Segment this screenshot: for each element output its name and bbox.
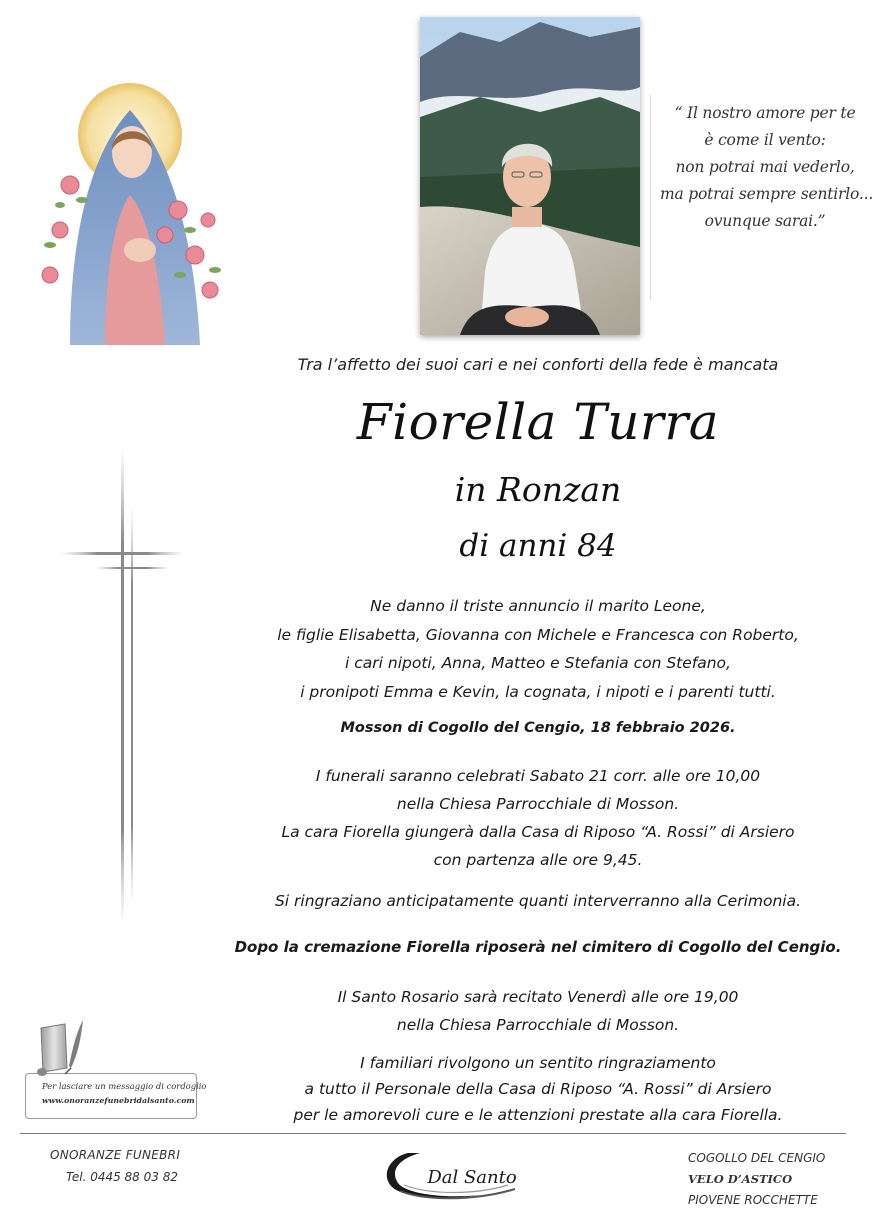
rosary-line: Il Santo Rosario sarà recitato Venerdì alle ore 19,00 [337,988,739,1006]
deceased-photo [420,17,640,335]
announcement-line: i pronipoti Emma e Kevin, la cognata, i nipoti e i parenti tutti. [300,682,776,701]
quill-scroll-icon [35,1016,95,1082]
condolence-label: Per lasciare un messaggio di cordoglio [42,1081,207,1091]
married-name: in Ronzan [454,470,622,509]
condolence-website-link[interactable]: www.onoranzefunebridalsanto.com [42,1096,195,1105]
company-name: ONORANZE FUNEBRI [50,1148,181,1162]
rosary-line: nella Chiesa Parrocchiale di Mosson. [396,1016,680,1034]
funeral-line: La cara Fiorella giungerà dalla Casa di Riposo “A. Rossi” di Arsiero [281,823,795,841]
place-date: Mosson di Cogollo del Cengio, 18 febbraio 2026. [340,720,736,736]
rosary-info [200,983,876,1039]
quote-divider [650,95,651,300]
funeral-line: I funerali saranno celebrati Sabato 21 corr. alle ore 10,00 [315,767,761,785]
family-thanks [200,1050,876,1128]
quote-line: ovunque sarai.” [704,212,826,230]
announcement-line: le figlie Elisabetta, Giovanna con Michele e Francesca con Roberto, [277,625,799,644]
funeral-line: con partenza alle ore 9,45. [433,851,643,869]
age: di anni 84 [459,528,617,564]
announcement-line: Ne danno il triste annuncio il marito Leone, [370,597,706,615]
quote-line: “ Il nostro amore per te [674,104,856,122]
deceased-name: Fiorella Turra [356,393,720,451]
thanks-text: Si ringraziano anticipatamente quanti interverranno alla Cerimonia. [274,892,802,910]
location-item: COGOLLO DEL CENGIO [688,1151,826,1165]
location-item: VELO D’ASTICO [688,1172,793,1186]
logo-text: Dal Santo [427,1167,517,1188]
family-thanks-line: a tutto il Personale della Casa di Riposo “A. Rossi” di Arsiero [304,1080,772,1098]
dal-santo-logo [380,1145,530,1205]
company-phone: Tel. 0445 88 03 82 [66,1170,178,1184]
quote-line: non potrai mai vederlo, [675,158,855,176]
intro-text: Tra l’affetto dei suoi cari e nei conforti della fede è mancata [297,355,779,374]
locations [688,1148,825,1211]
announcement-line: i cari nipoti, Anna, Matteo e Stefania con Stefano, [345,654,731,672]
quote-line: ma potrai sempre sentirlo... [660,185,874,203]
family-thanks-line: I familiari rivolgono un sentito ringraziamento [360,1054,716,1072]
quote-line: è come il vento: [704,131,826,149]
announcement [200,592,876,706]
family-thanks-line: per le amorevoli cure e le attenzioni prestate alla cara Fiorella. [293,1106,783,1124]
location-item: PIOVENE ROCCHETTE [688,1193,818,1207]
madonna-image [30,80,235,350]
funeral-line: nella Chiesa Parrocchiale di Mosson. [396,795,680,813]
funeral-info [200,762,876,874]
cross-icon [55,445,190,935]
quote [660,100,874,235]
cremation-text: Dopo la cremazione Fiorella riposerà nel cimitero di Cogollo del Cengio. [234,938,842,956]
footer-divider [20,1133,846,1134]
